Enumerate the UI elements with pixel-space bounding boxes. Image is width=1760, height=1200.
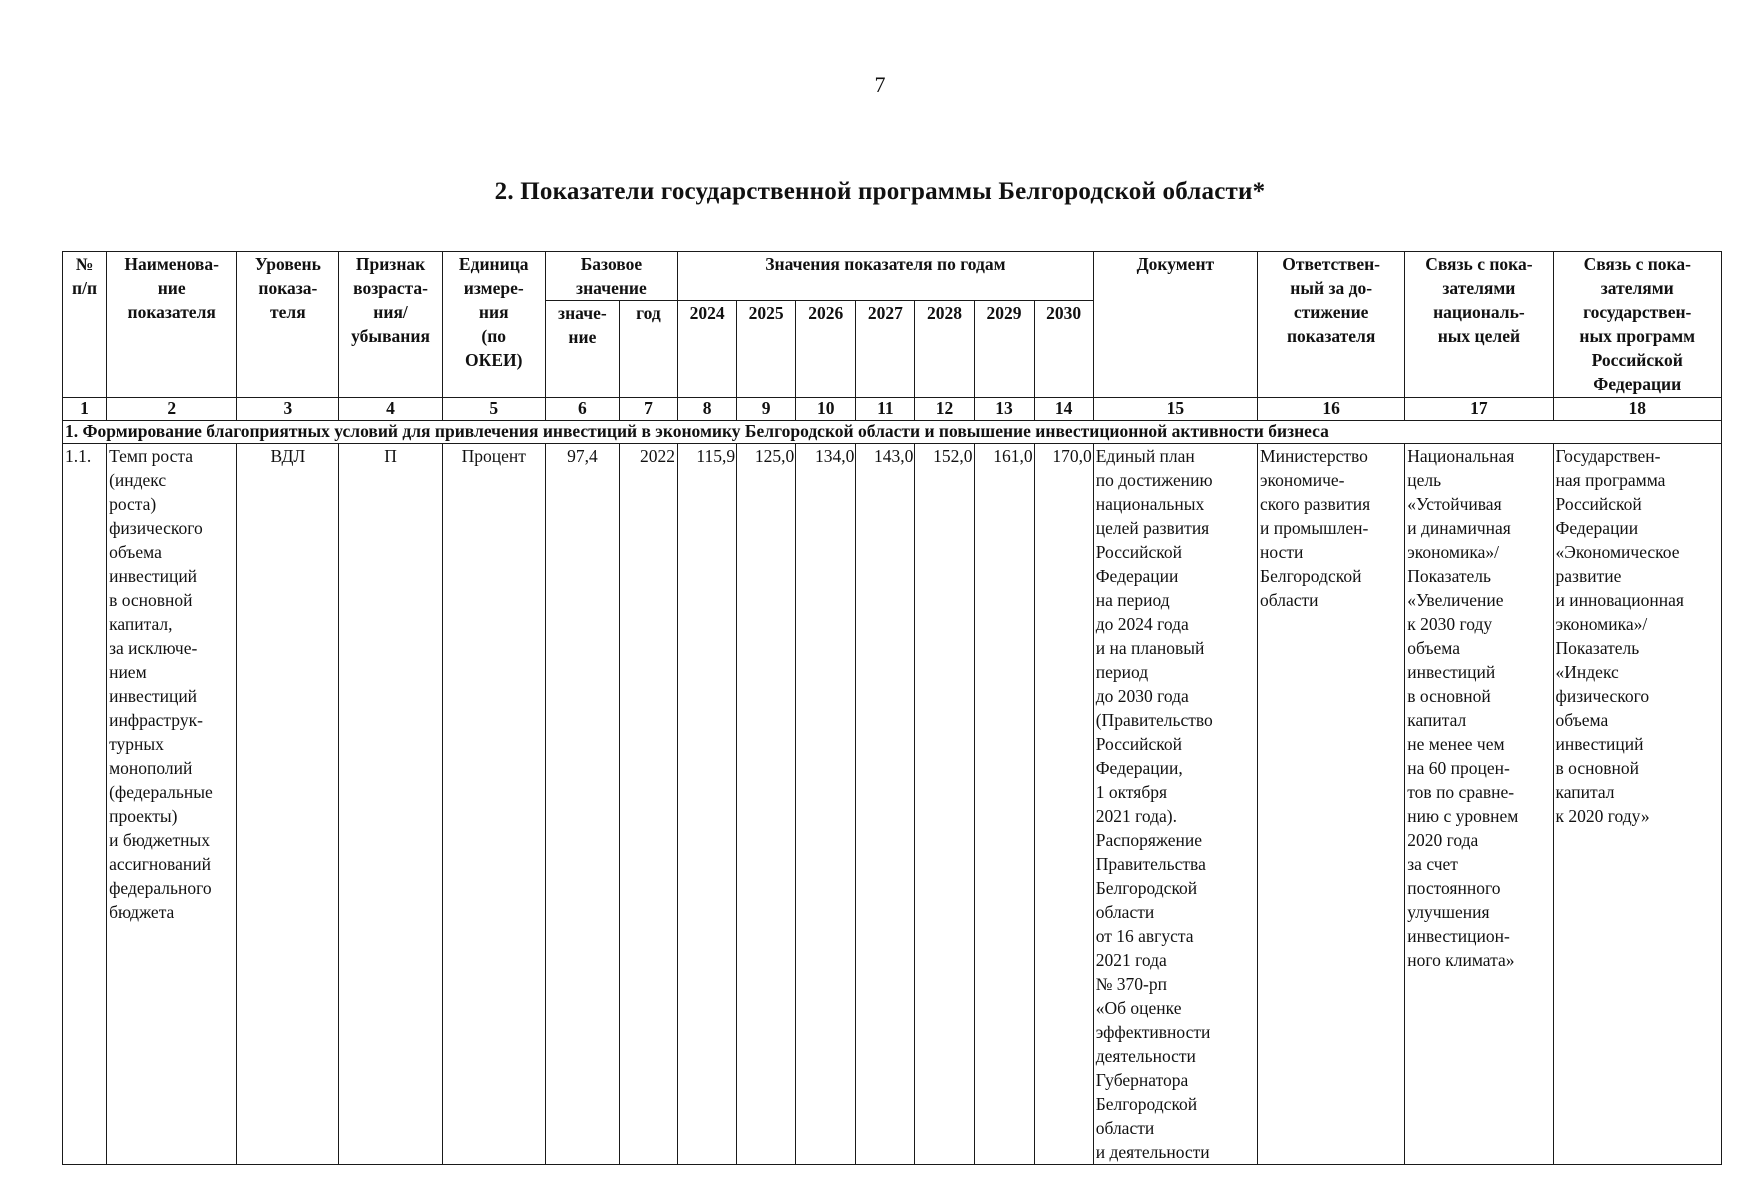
header-year: 2025 — [737, 301, 796, 398]
indicators-table — [62, 251, 1722, 1165]
header-base-value: значе- ние — [545, 301, 619, 398]
year-value: 161,0 — [974, 444, 1034, 1165]
header-year: 2028 — [915, 301, 974, 398]
column-number: 15 — [1093, 398, 1257, 421]
responsible-body: Министерство экономиче- ского развития и промышлен- ности Белгородской области — [1258, 444, 1405, 1165]
document-title: 2. Показатели государственной программы Белгородской области* — [494, 178, 1266, 205]
header-level: Уровень показа- теля — [237, 252, 339, 398]
year-value: 170,0 — [1034, 444, 1093, 1165]
federal-programs-link: Государствен- ная программа Российской Федерации «Экономическое развитие и инновационная экономика»/ Показатель «Индекс физического объема инвестиций в основной капитал к 2020 году» — [1553, 444, 1721, 1165]
header-num: № п/п — [63, 252, 107, 398]
header-national-goals: Связь с пока- зателями националь- ных целей — [1405, 252, 1553, 398]
header-base: Базовое значение — [545, 252, 677, 301]
column-number: 17 — [1405, 398, 1553, 421]
row-number: 1.1. — [63, 444, 107, 1165]
column-number: 7 — [619, 398, 677, 421]
header-year: 2030 — [1034, 301, 1093, 398]
section-row — [63, 421, 1722, 444]
column-number-row — [63, 398, 1722, 421]
header-year: 2029 — [974, 301, 1034, 398]
column-number: 9 — [737, 398, 796, 421]
header-year: 2027 — [856, 301, 915, 398]
header-document: Документ — [1093, 252, 1257, 398]
indicator-level: ВДЛ — [237, 444, 339, 1165]
indicator-trend: П — [339, 444, 442, 1165]
header-federal-programs: Связь с пока- зателями государствен- ных программ Российской Федерации — [1553, 252, 1721, 398]
column-number: 2 — [107, 398, 237, 421]
header-years-group: Значения показателя по годам — [678, 252, 1094, 301]
column-number: 13 — [974, 398, 1034, 421]
page-number: 7 — [874, 72, 886, 97]
header-unit: Единица измере- ния (по ОКЕИ) — [442, 252, 545, 398]
column-number: 12 — [915, 398, 974, 421]
header-year: 2024 — [678, 301, 737, 398]
column-number: 3 — [237, 398, 339, 421]
document-reference: Единый план по достижению национальных целей развития Российской Федерации на период до 2024 года и на плановый период до 2030 года (Правительство Российской Федерации, 1 октября 2021 года). Распоряжение Правительства Белгородской области от 16 августа 2021 года № 370-рп «Об оценке эффективности деятельности Губернатора Белгородской области и деятельности — [1093, 444, 1257, 1165]
base-year: 2022 — [619, 444, 677, 1165]
column-number: 18 — [1553, 398, 1721, 421]
column-number: 10 — [796, 398, 856, 421]
indicator-name: Темп роста (индекс роста) физического объема инвестиций в основной капитал, за исключе- нием инвестиций инфраструк- турных монополий (федеральные проекты) и бюджетных ассигнований федерального бюджета — [107, 444, 237, 1165]
year-value: 134,0 — [796, 444, 856, 1165]
column-number: 4 — [339, 398, 442, 421]
column-number: 1 — [63, 398, 107, 421]
year-value: 143,0 — [856, 444, 915, 1165]
column-number: 6 — [545, 398, 619, 421]
header-year: 2026 — [796, 301, 856, 398]
base-value: 97,4 — [545, 444, 619, 1165]
year-value: 152,0 — [915, 444, 974, 1165]
column-number: 8 — [678, 398, 737, 421]
year-value: 115,9 — [678, 444, 737, 1165]
national-goals-link: Национальная цель «Устойчивая и динамичная экономика»/ Показатель «Увеличение к 2030 году объема инвестиций в основной капитал не менее чем на 60 процен- тов по сравне- нию с уровнем 2020 года за счет постоянного улучшения инвестицион- ного климата» — [1405, 444, 1553, 1165]
header-row — [63, 252, 1722, 301]
header-base-year: год — [619, 301, 677, 398]
indicator-unit: Процент — [442, 444, 545, 1165]
header-trend: Признак возраста- ния/ убывания — [339, 252, 442, 398]
column-number: 11 — [856, 398, 915, 421]
section-title: 1. Формирование благоприятных условий для привлечения инвестиций в экономику Белгородской области и повышение инвестиционной активности бизнеса — [63, 421, 1722, 444]
column-number: 16 — [1258, 398, 1405, 421]
header-name: Наименова- ние показателя — [107, 252, 237, 398]
column-number: 14 — [1034, 398, 1093, 421]
header-responsible: Ответствен- ный за до- стижение показателя — [1258, 252, 1405, 398]
column-number: 5 — [442, 398, 545, 421]
year-value: 125,0 — [737, 444, 796, 1165]
table-row — [63, 444, 1722, 1165]
